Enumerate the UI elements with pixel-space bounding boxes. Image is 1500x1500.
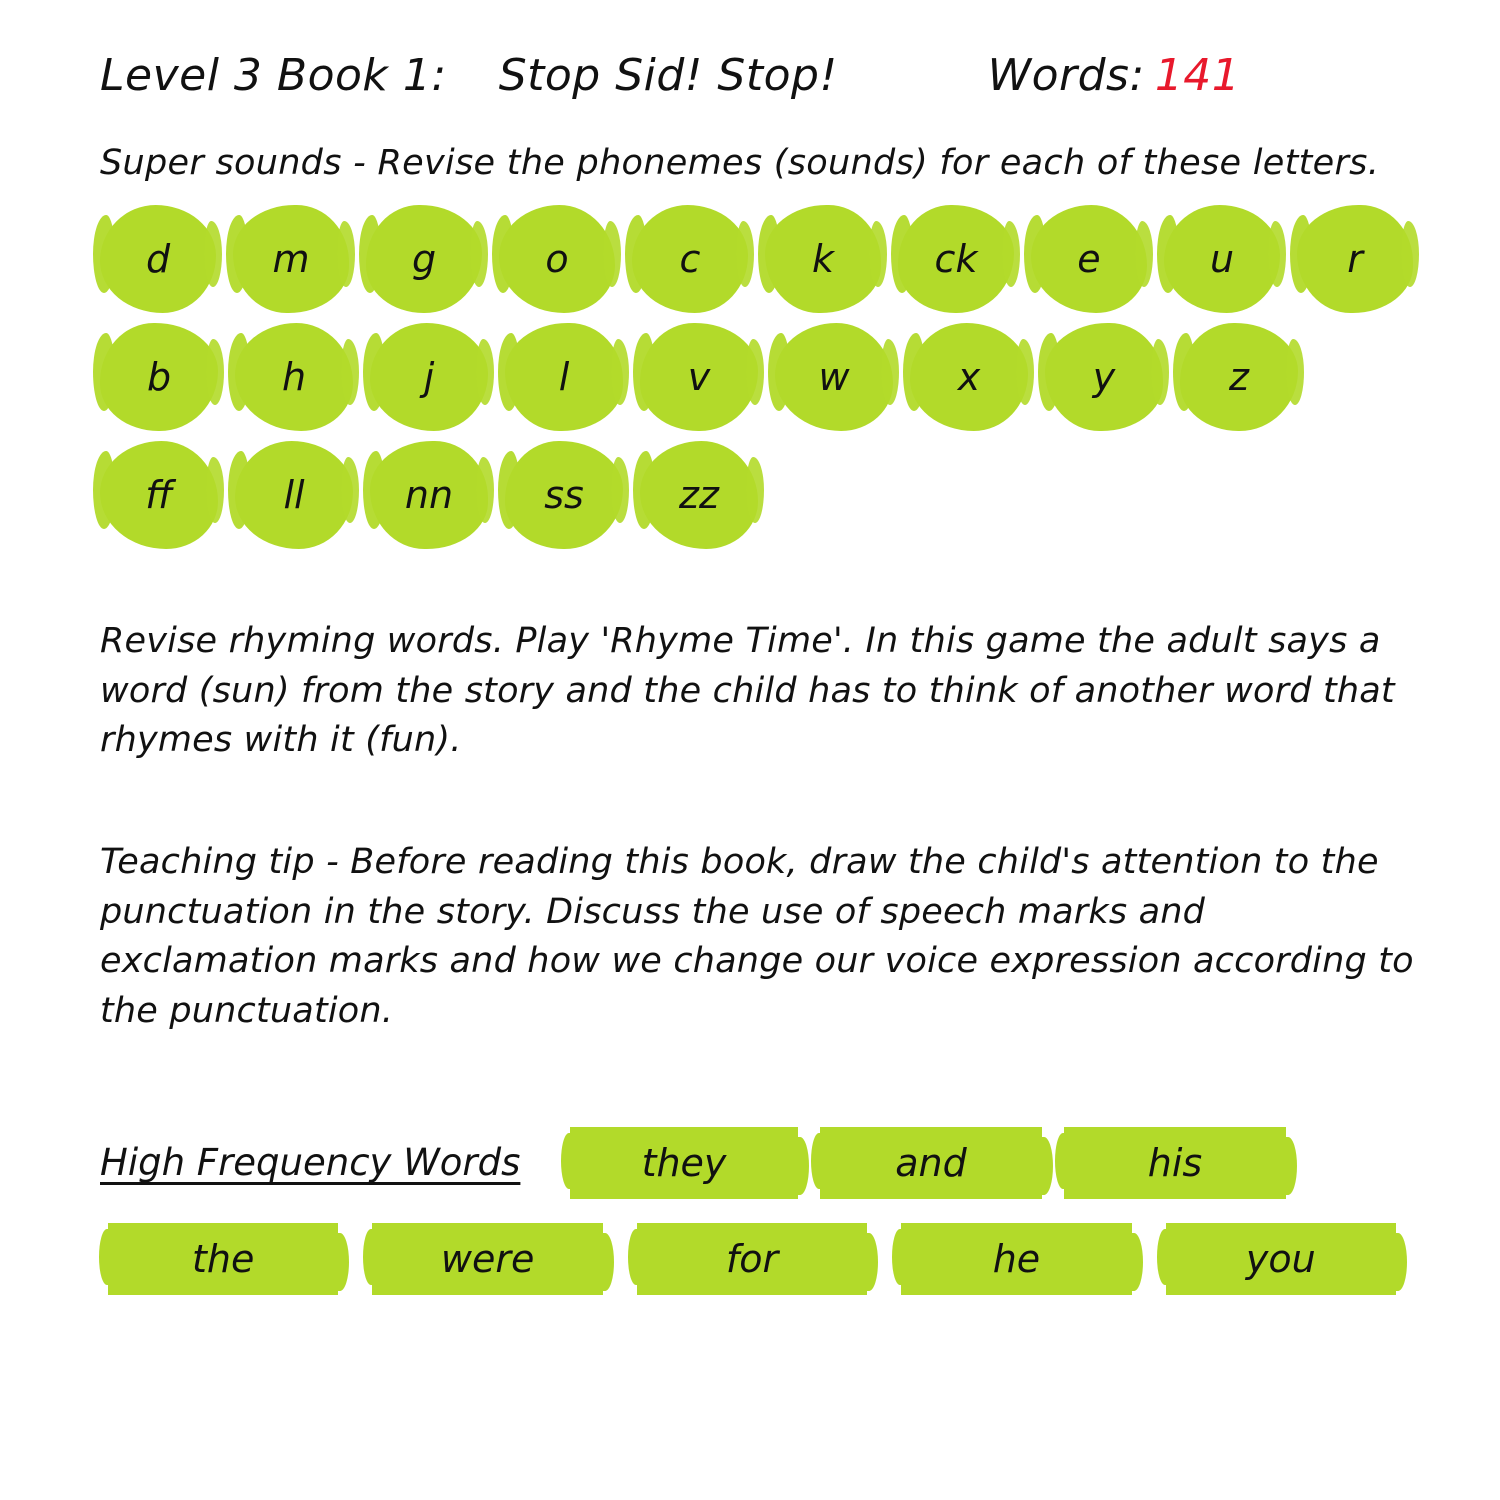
phoneme-label: zz [679,473,719,517]
hfw-word-chip [108,1223,338,1295]
phoneme-blob [1180,323,1298,431]
phoneme-blob [100,323,218,431]
super-sounds-instruction: Super sounds - Revise the phonemes (sounds) for each of these letters. [100,143,1380,183]
phoneme-row-3 [100,441,1430,549]
phoneme-row-2 [100,323,1430,431]
phoneme-blob [370,441,488,549]
phoneme-blob [233,205,349,313]
phoneme-label: b [146,355,172,399]
phoneme-label: d [145,237,171,281]
hfw-word-chip [372,1223,602,1295]
hfw-word-label: were [440,1236,535,1281]
phoneme-blob [775,323,893,431]
phoneme-blob [366,205,482,313]
phoneme-blob [1164,205,1280,313]
phoneme-label: l [558,355,570,399]
hfw-word-label: you [1245,1236,1316,1281]
hfw-word-chip [820,1127,1042,1199]
phoneme-label: ss [544,473,584,517]
phoneme-label: j [423,355,435,399]
phoneme-label: x [957,355,981,399]
hfw-word-label: and [895,1140,967,1185]
hfw-word-label: for [725,1236,779,1281]
hfw-word-label: he [992,1236,1041,1281]
phoneme-blob [505,323,623,431]
phoneme-blob [1045,323,1163,431]
hfw-word-chip [901,1223,1131,1295]
phoneme-label: m [272,237,310,281]
phoneme-blob [632,205,748,313]
phoneme-blob [235,441,353,549]
high-frequency-words-section [100,1127,1430,1295]
page-header [100,50,1430,101]
hfw-word-chip [637,1223,867,1295]
phoneme-label: ck [934,237,978,281]
phoneme-label: y [1092,355,1116,399]
words-count: 141 [1154,50,1241,101]
hfw-word-chip [1166,1223,1396,1295]
hfw-word-label: the [192,1236,255,1281]
phoneme-blob [640,441,758,549]
phoneme-blob [499,205,615,313]
hfw-word-label: his [1147,1140,1203,1185]
phoneme-row-1 [100,205,1430,313]
book-level-label: Level 3 Book 1: [100,50,447,101]
phoneme-label: v [687,355,711,399]
phoneme-blob [898,205,1014,313]
phoneme-label: w [818,355,850,399]
phoneme-blob [1297,205,1413,313]
phoneme-label: ll [283,473,305,517]
phoneme-label: c [679,237,701,281]
phoneme-blob [505,441,623,549]
hfw-word-label: they [641,1140,727,1185]
phoneme-label: r [1347,237,1363,281]
book-title: Stop Sid! Stop! [498,50,838,101]
phoneme-blob [640,323,758,431]
hfw-row-2 [108,1223,1430,1295]
words-label: Words: [987,50,1145,101]
phoneme-blob [765,205,881,313]
phoneme-label: k [811,237,834,281]
phoneme-label: z [1229,355,1249,399]
phoneme-blob [910,323,1028,431]
phoneme-blob-grid [100,205,1430,549]
rhyme-activity-text: Revise rhyming words. Play 'Rhyme Time'. In this game the adult says a word (sun) from the story and the child has to think of another word that rhymes with it (fun). [100,621,1395,761]
phoneme-label: u [1209,237,1235,281]
phoneme-label: g [411,237,437,281]
phoneme-label: e [1077,237,1101,281]
phoneme-blob [100,441,218,549]
phoneme-label: h [281,355,307,399]
hfw-row-1 [100,1127,1430,1199]
phoneme-label: nn [404,473,454,517]
phoneme-blob [100,205,216,313]
phoneme-label: o [545,237,569,281]
hfw-word-chip [570,1127,798,1199]
phoneme-blob [1031,205,1147,313]
teaching-tip-text: Teaching tip - Before reading this book, draw the child's attention to the punctuation in the story. Discuss the use of speech marks and exclamation marks and how we change our voice expression according to the punctuation. [100,842,1414,1032]
phoneme-blob [235,323,353,431]
phoneme-blob [370,323,488,431]
phoneme-label: ff [145,473,173,517]
high-frequency-words-title: High Frequency Words [100,1141,521,1185]
hfw-word-chip [1064,1127,1286,1199]
